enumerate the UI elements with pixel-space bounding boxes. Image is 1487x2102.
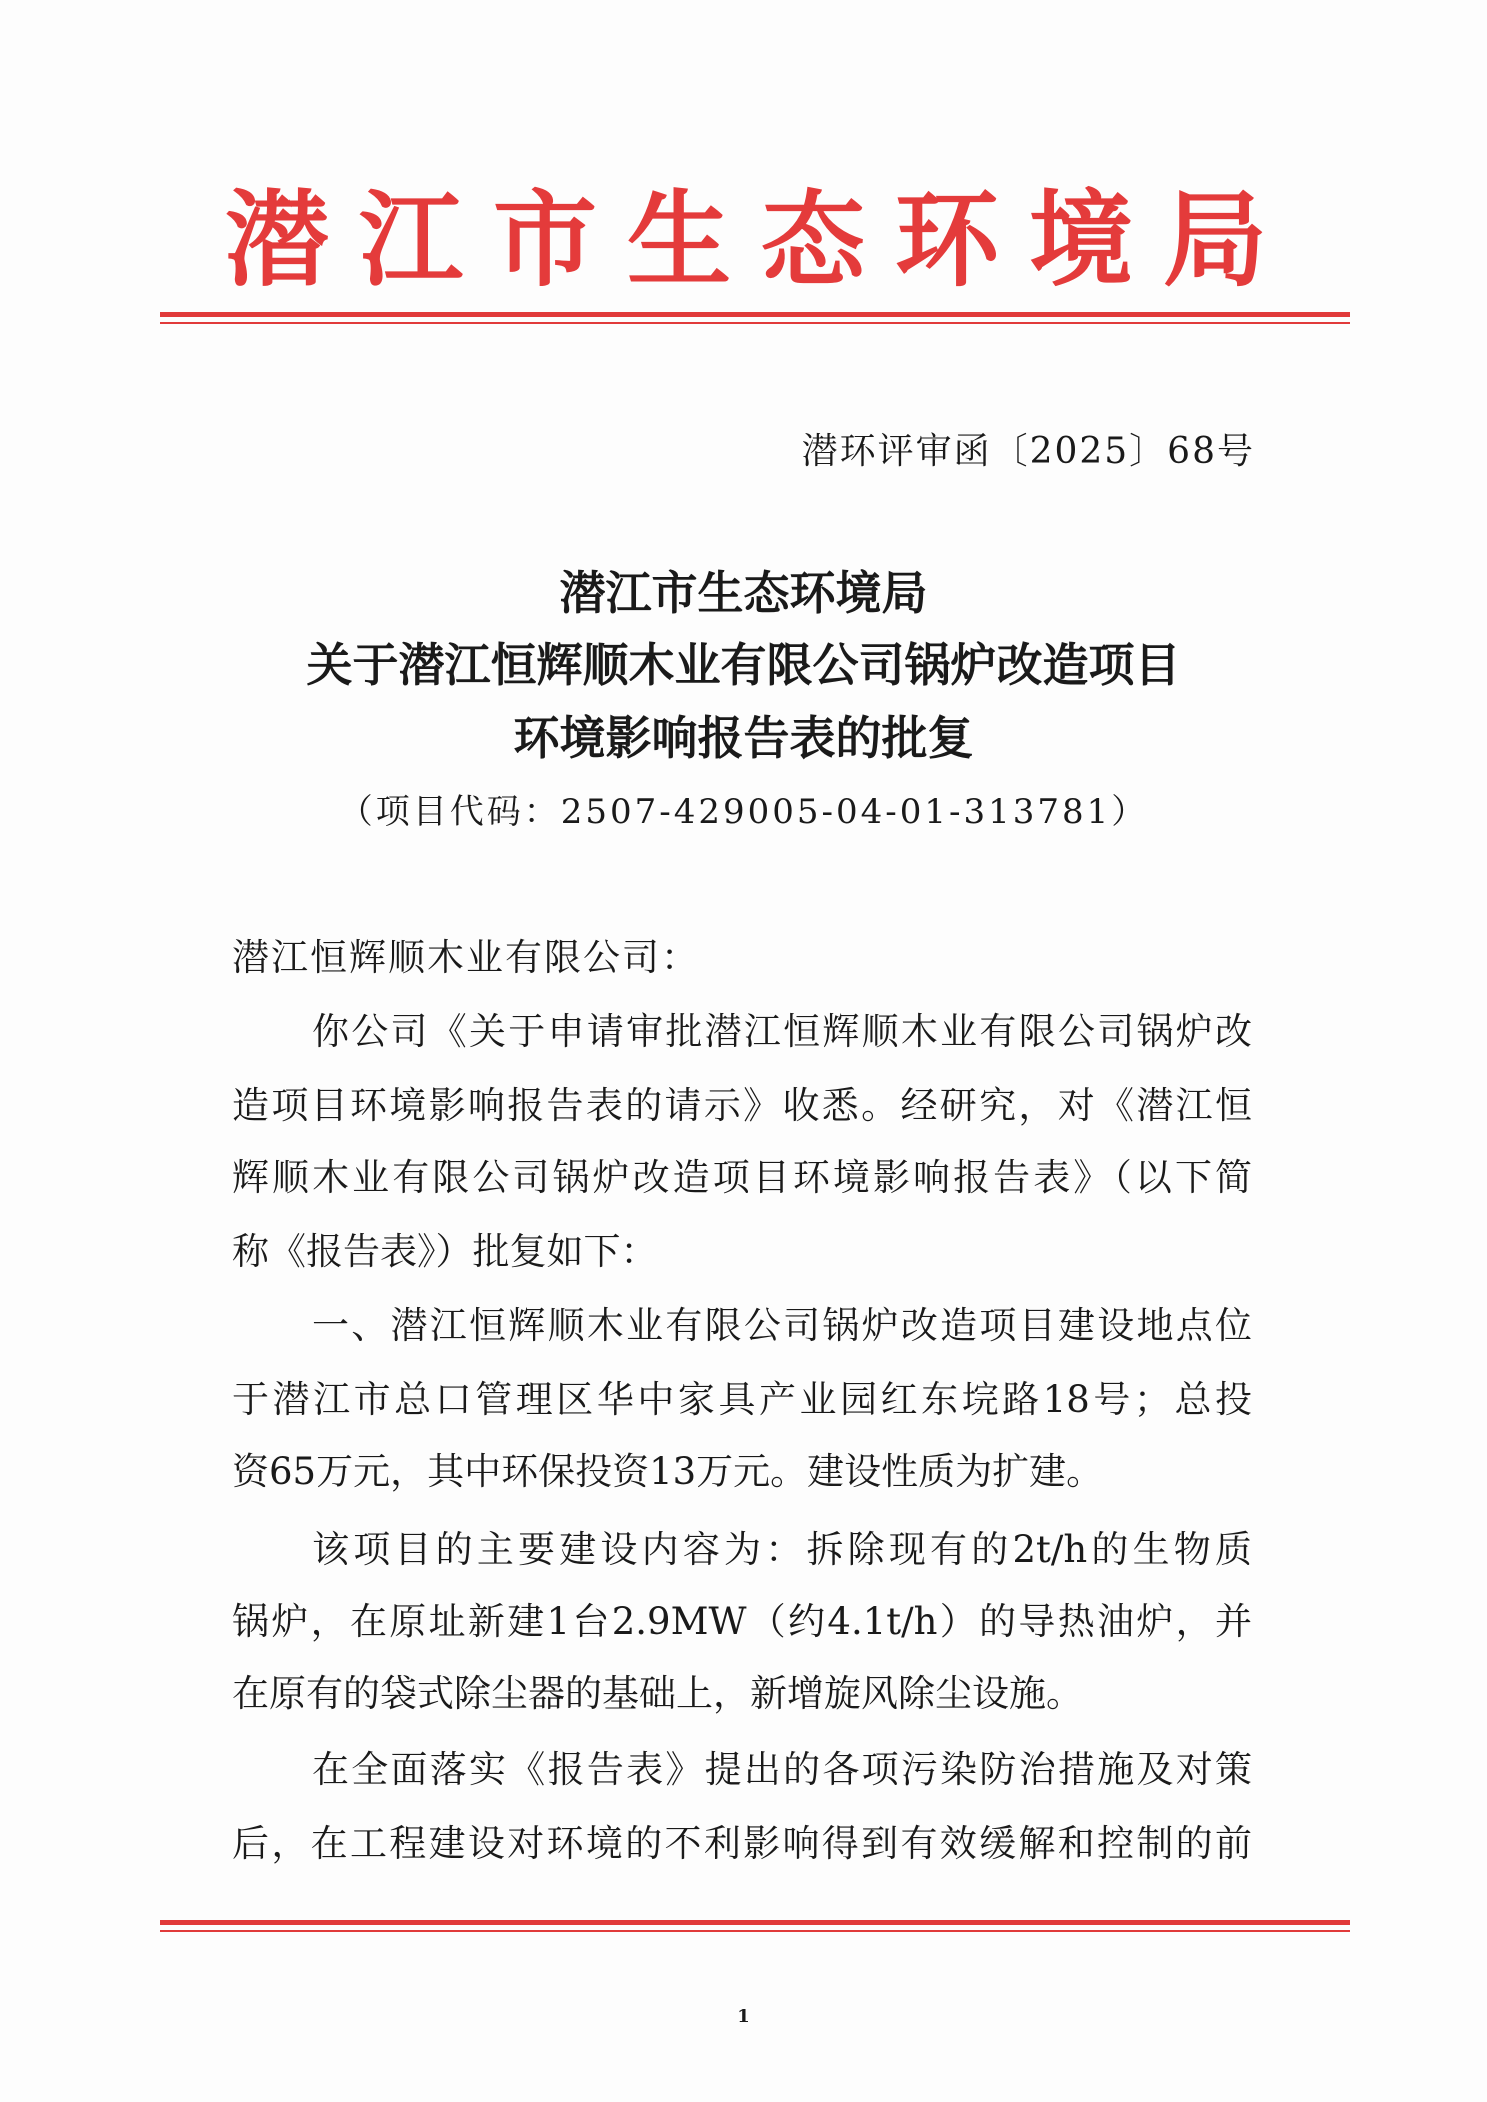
paragraph-2-line-2: 于潜江市总口管理区华中家具产业园红东垸路18号；总投 (232, 1378, 1252, 1421)
paragraph-4-line-1: 在全面落实《报告表》提出的各项污染防治措施及对策 (312, 1748, 1252, 1791)
title-line-1: 潜江市生态环境局 (559, 566, 928, 620)
header-rule (160, 312, 1350, 324)
paragraph-1-line-4: 称《报告表》）批复如下： (232, 1230, 658, 1273)
paragraph-3-line-2: 锅炉，在原址新建1台2.9MW（约4.1t/h）的导热油炉，并 (232, 1600, 1252, 1643)
paragraph-2-line-3: 资65万元，其中环保投资13万元。建设性质为扩建。 (232, 1450, 1104, 1493)
paragraph-1-line-1: 你公司《关于申请审批潜江恒辉顺木业有限公司锅炉改 (312, 1010, 1252, 1053)
footer-rule-thin (160, 1930, 1350, 1932)
agency-masthead: 潜江市生态环境局 (225, 178, 1298, 301)
paragraph-2-line-1: 一、潜江恒辉顺木业有限公司锅炉改造项目建设地点位 (312, 1304, 1252, 1347)
project-code: （项目代码：2507-429005-04-01-313781） (338, 792, 1149, 832)
paragraph-4-line-2: 后，在工程建设对环境的不利影响得到有效缓解和控制的前 (232, 1822, 1252, 1865)
document-number: 潜环评审函〔2025〕68号 (801, 431, 1255, 472)
footer-rule-thick (160, 1920, 1350, 1925)
title-line-2: 关于潜江恒辉顺木业有限公司锅炉改造项目 (306, 638, 1181, 692)
paragraph-3-line-3: 在原有的袋式除尘器的基础上，新增旋风除尘设施。 (232, 1672, 1083, 1715)
paragraph-3-line-1: 该项目的主要建设内容为：拆除现有的2t/h的生物质 (312, 1528, 1252, 1571)
title-line-3: 环境影响报告表的批复 (513, 711, 974, 765)
footer-rule (160, 1920, 1350, 1932)
header-rule-thin (160, 322, 1350, 324)
salutation: 潜江恒辉顺木业有限公司： (232, 936, 700, 979)
header-rule-thick (160, 312, 1350, 317)
paragraph-1-line-2: 造项目环境影响报告表的请示》收悉。经研究，对《潜江恒 (232, 1084, 1252, 1127)
paragraph-1-line-3: 辉顺木业有限公司锅炉改造项目环境影响报告表》（以下简 (232, 1156, 1252, 1199)
page-number: 1 (737, 2006, 750, 2027)
